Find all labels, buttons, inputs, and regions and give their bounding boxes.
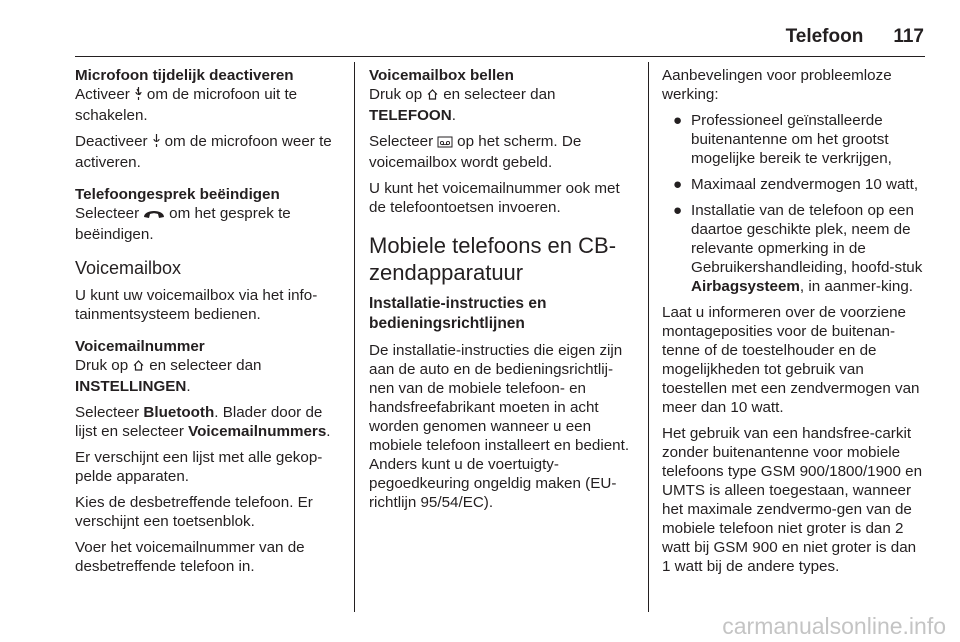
sub-heading: Installatie-instructies en bedieningsrichtlijnen — [369, 295, 547, 332]
text: om de microfoon uit te schakelen. — [75, 86, 298, 124]
voicemail-number-paragraph-1 — [75, 356, 339, 396]
end-call-paragraph — [75, 204, 339, 244]
call-voicemail-heading: Voicemailbox bellen — [369, 67, 514, 84]
text: Activeer — [75, 86, 130, 103]
voicemail-icon — [437, 134, 453, 153]
montage-paragraph: Laat u informeren over de voorziene montageposities voor de buitenan-tenne of de toestelhouder en de mogelijkheden tot gebruik van toestellen met een zendvermogen van meer dan 10 watt. — [662, 304, 920, 416]
call-voicemail-paragraph-3: U kunt het voicemailnummer ook met de telefoontoetsen invoeren. — [369, 180, 620, 216]
microphone-icon — [152, 133, 161, 153]
text: Installatie van de telefoon op een daartoe geschikte plek, neem de relevante opmerking in de Gebruikershandleiding, hoofd-stuk — [691, 202, 923, 276]
text: om de microfoon weer te activeren. — [75, 133, 332, 171]
text: . Blader door de lijst en selecteer — [75, 404, 323, 440]
installation-paragraph: De installatie-instructies die eigen zijn aan de auto en de bedieningsrichtlij-nen van de mobiele telefoon- en handsfreefabrikant moeten in acht worden genomen wanneer u een mobiele telefoon installeert en bedient. Anders kunt u de voertuigty-pegoedkeuring ongeldig maken (EU-richtlijn 95/54/EC). — [369, 342, 630, 511]
mute-paragraph-2 — [75, 132, 339, 172]
watermark: carmanualsonline.info — [722, 613, 946, 639]
page-number: 117 — [893, 26, 924, 47]
column-2 — [369, 66, 635, 519]
call-voicemail-paragraph-2 — [369, 132, 635, 172]
home-icon — [132, 358, 145, 377]
bluetooth-label: Bluetooth — [143, 404, 215, 421]
voicemail-number-heading: Voicemailnummer — [75, 338, 205, 355]
text: . — [186, 378, 191, 395]
voicemail-number-paragraph-3: Er verschijnt een lijst met alle gekop-pelde apparaten. — [75, 449, 323, 485]
voicemail-number-paragraph-2 — [75, 403, 339, 441]
end-call-heading: Telefoongesprek beëindigen — [75, 186, 280, 203]
column-divider-2 — [648, 62, 649, 612]
text: en selecteer dan — [149, 357, 262, 374]
voicemail-number-paragraph-4: Kies de desbetreffende telefoon. Er verschijnt een toetsenblok. — [75, 494, 313, 530]
text: , in aanmer-king. — [799, 278, 914, 295]
text: Selecteer — [75, 404, 140, 421]
text: Druk op — [369, 86, 423, 103]
microphone-icon — [134, 86, 143, 106]
bullet-icon: ● — [673, 112, 683, 129]
text: . — [326, 423, 331, 440]
home-icon — [426, 87, 439, 106]
text: op het scherm. De voicemailbox wordt gebeld. — [369, 133, 582, 171]
section-heading: Mobiele telefoons en CB-zendapparatuur — [369, 233, 617, 285]
handsfree-paragraph: Het gebruik van een handsfree-carkit zonder buitenantenne voor mobiele telefoons type GSM 900/1800/1900 en UMTS is alleen toegestaan, wanneer het maximale zendvermo-gen van de mobiele telefoon niet groter is dan 2 watt bij GSM 900 en niet groter is dan 1 watt bij de andere types. — [662, 425, 923, 575]
list-item — [662, 201, 928, 296]
mute-heading: Microfoon tijdelijk deactiveren — [75, 67, 294, 84]
page-header — [786, 26, 924, 48]
voicemail-number-paragraph-5: Voer het voicemailnummer van de desbetreffende telefoon in. — [75, 539, 305, 575]
voicemail-heading: Voicemailbox — [75, 258, 182, 278]
mute-paragraph-1 — [75, 85, 339, 125]
column-3 — [662, 66, 928, 583]
recommendations-intro: Aanbevelingen voor probleemloze werking: — [662, 67, 892, 103]
text: Druk op — [75, 357, 129, 374]
chapter-title: Telefoon — [785, 26, 864, 47]
text: Selecteer — [369, 133, 434, 150]
bullet-icon: ● — [673, 176, 683, 193]
hang-up-icon — [143, 206, 165, 225]
text: om het gesprek te beëindigen. — [75, 205, 291, 243]
bullet-icon: ● — [673, 202, 683, 219]
settings-label: INSTELLINGEN — [75, 378, 187, 395]
header-rule — [75, 56, 925, 57]
column-divider-1 — [354, 62, 355, 612]
call-voicemail-paragraph-1 — [369, 85, 635, 125]
recommendations-list — [662, 111, 928, 296]
phone-label: TELEFOON — [369, 107, 452, 124]
text: Selecteer — [75, 205, 140, 222]
text: Maximaal zendvermogen 10 watt, — [691, 176, 919, 193]
voicemail-numbers-label: Voicemailnummers — [188, 423, 327, 440]
text: . — [451, 107, 456, 124]
airbag-label: Airbagsysteem — [691, 278, 800, 295]
list-item — [662, 175, 928, 194]
voicemail-paragraph: U kunt uw voicemailbox via het info-tainmentsysteem bedienen. — [75, 287, 318, 323]
text: Professioneel geïnstalleerde buitenantenne om het grootst mogelijke bereik te verkrijgen, — [691, 112, 892, 167]
text: Deactiveer — [75, 133, 148, 150]
text: en selecteer dan — [443, 86, 556, 103]
list-item — [662, 111, 928, 168]
column-1 — [75, 66, 339, 583]
